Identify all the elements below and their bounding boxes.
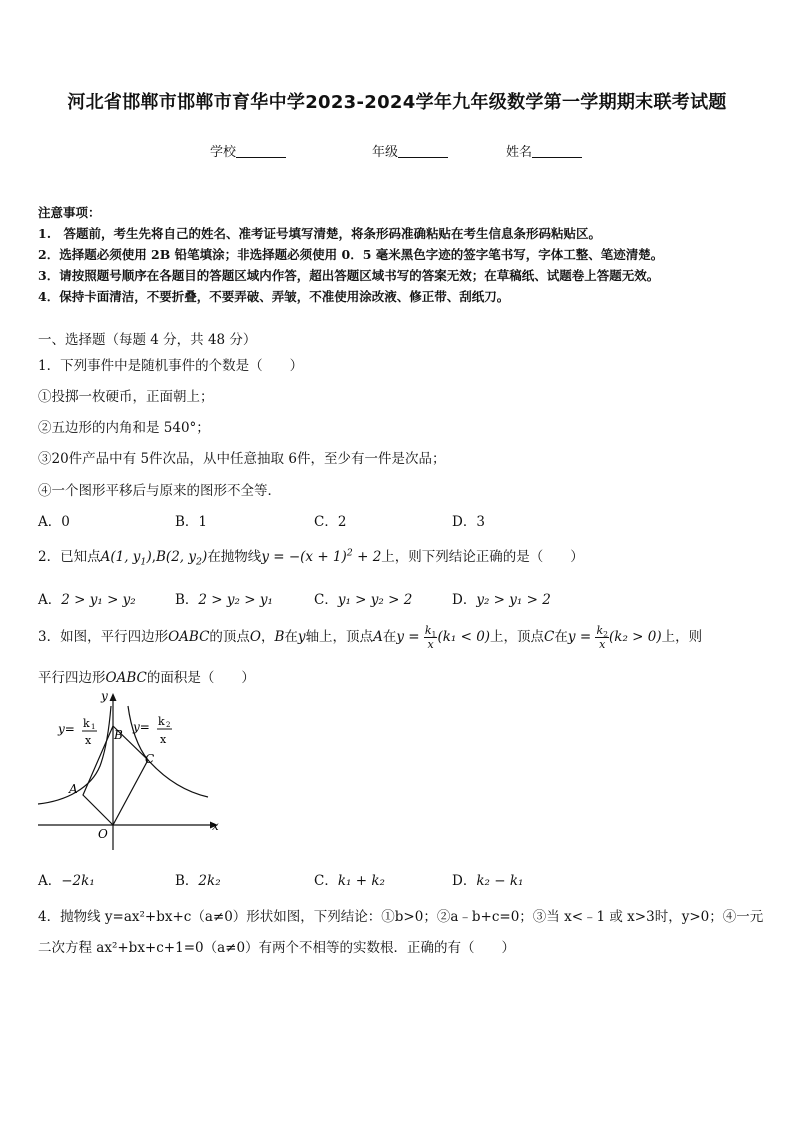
eq2-num: k — [158, 715, 165, 728]
notice-item: 1. 答题前，考生先将自己的姓名、准考证号填写清楚，将条形码准确粘贴在考生信息条形码粘贴区。 — [38, 226, 602, 241]
q3-stem-line2: 平行四边形OABC的面积是（ ） — [38, 670, 255, 686]
q2-stem-prefix: 2．已知点 — [38, 549, 101, 565]
eq2-lhs: y= — [133, 720, 150, 734]
q3-figure — [36, 688, 226, 856]
grade-field — [372, 141, 448, 160]
q2-option-d[interactable]: D．y₂ > y₁ > 2 — [452, 592, 551, 608]
name-label: 姓名 — [506, 145, 533, 160]
q2-option-c[interactable]: C．y₁ > y₂ > 2 — [314, 592, 413, 608]
q2-point-b: B(2, $y_2$) — [156, 549, 208, 568]
section-heading: 一、选择题（每题 4 分，共 48 分） — [38, 332, 257, 348]
label-b: B — [114, 728, 123, 742]
q4-stem-line2: 二次方程 ax²+bx+c+1=0（a≠0）有两个不相等的实数根．正确的有（ ） — [38, 940, 516, 956]
label-x: x — [212, 819, 219, 833]
notice-item: 2．选择题必须使用 2B 铅笔填涂；非选择题必须使用 0．5 毫米黑色字迹的签字笔书写，字体工整、笔迹清楚。 — [38, 247, 664, 262]
eq2-den: x — [160, 733, 167, 746]
y-axis-arrow — [110, 693, 117, 701]
q1-item: ③20件产品中有 5件次品，从中任意抽取 6件，至少有一件是次品； — [38, 451, 446, 467]
q3-frac-k2: $\frac{k_2}{x}$ — [596, 624, 609, 651]
q1-item: ①投掷一枚硬币，正面朝上； — [38, 389, 214, 405]
q1-item: ④一个图形平移后与原来的图形不全等． — [38, 483, 281, 499]
q3-stem-line1: 3．如图，平行四边形OABC的顶点O，B在y轴上，顶点A在y = $\frac{k_1}{x}$ (k₁ < 0)上，顶点C在y = $\frac{k_2}{x}$ (k₂ > 0)上，则 — [38, 624, 703, 651]
name-field — [506, 141, 582, 160]
notice-item: 3．请按照题号顺序在各题目的答题区域内作答，超出答题区域书写的答案无效；在草稿纸、试题卷上答题无效。 — [38, 268, 660, 283]
grade-label: 年级 — [372, 145, 399, 160]
eq1-lhs: y= — [58, 722, 75, 736]
school-field — [210, 141, 286, 160]
q1-stem: 1．下列事件中是随机事件的个数是（ ） — [38, 358, 304, 374]
q1-option-d[interactable]: D．3 — [452, 514, 485, 530]
grade-blank[interactable] — [398, 145, 448, 158]
q2-stem: 2．已知点A(1, $y_1),B(2$, $y_2$)在抛物线$y = -(x + 1)^2 + 2$上，则下列结论正确的是（ ） — [38, 547, 584, 568]
q1-item: ②五边形的内角和是 540°； — [38, 420, 210, 436]
school-blank[interactable] — [236, 145, 286, 158]
label-o: O — [98, 827, 108, 841]
label-c: C — [145, 752, 155, 766]
q2-point-a: A(1, $y_1$) — [100, 549, 152, 568]
q1-option-a[interactable]: A．0 — [38, 514, 70, 530]
q3-option-a[interactable]: A．−2k₁ — [38, 873, 95, 889]
q2-parabola: $y = -(x + 1)^2 + 2$ — [261, 547, 382, 565]
q1-option-b[interactable]: B．1 — [175, 514, 208, 530]
page-title: 河北省邯郸市邯郸市育华中学2023-2024学年九年级数学第一学期期末联考试题 — [67, 92, 727, 113]
school-label: 学校 — [210, 145, 237, 160]
q1-option-c[interactable]: C．2 — [314, 514, 347, 530]
q3-frac-k1: $\frac{k_1}{x}$ — [424, 624, 437, 651]
q4-stem-line1: 4．抛物线 y=ax²+bx+c（a≠0）形状如图，下列结论：①b>0；②a﹣b+c=0；③当 x<﹣1 或 x>3时，y>0；④一元 — [38, 909, 764, 925]
name-blank[interactable] — [532, 145, 582, 158]
q2-stem-suffix: 上，则下列结论正确的是（ ） — [381, 549, 584, 565]
eq2-sub: 2 — [166, 721, 171, 729]
q3-option-b[interactable]: B．2k₂ — [175, 873, 221, 889]
q3-option-d[interactable]: D．k₂ − k₁ — [452, 873, 524, 889]
eq1-den: x — [85, 734, 92, 747]
notice-heading: 注意事项： — [38, 205, 101, 220]
eq1-num: k — [83, 717, 90, 730]
eq1-sub: 1 — [91, 723, 96, 731]
q2-on-text: 在抛物线 — [207, 549, 262, 565]
q2-option-a[interactable]: A．2 > y₁ > y₂ — [38, 592, 136, 608]
label-a: A — [69, 782, 78, 796]
label-y: y — [101, 689, 108, 703]
q2-option-b[interactable]: B．2 > y₂ > y₁ — [175, 592, 273, 608]
q3-option-c[interactable]: C．k₁ + k₂ — [314, 873, 385, 889]
notice-item: 4．保持卡面清洁，不要折叠，不要弄破、弄皱，不准使用涂改液、修正带、刮纸刀。 — [38, 289, 510, 304]
